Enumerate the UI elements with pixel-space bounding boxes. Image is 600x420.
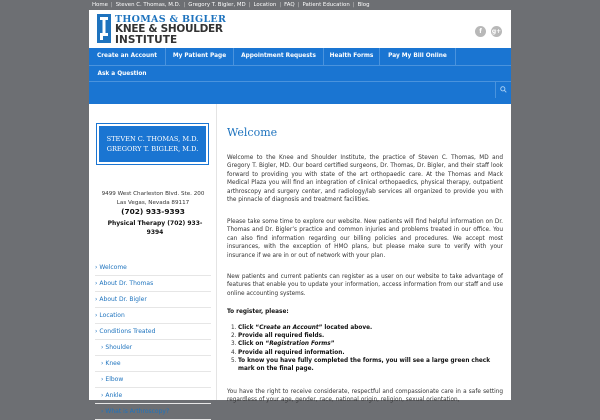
- logo-line-3: INSTITUTE: [115, 33, 178, 46]
- step-text: Click “: [238, 325, 260, 331]
- address-line-2: Las Vegas, Nevada 89117: [116, 199, 190, 206]
- explore-paragraph: Please take some time to explore our website. New patients will find helpful information on Dr. Thomas and Dr. Bigler’s practice and common injuries and problems treated in our office. You can also find information regarding our billing policies and procedures. We accept most insurances, with the exception of HMO plans, but please make sure to verify with your insurance if we are in or out of network with your plan.: [227, 219, 503, 259]
- intro-paragraph: Welcome to the Knee and Shoulder Institute, the practice of Steven C. Thomas, MD and Gregory T. Bigler, MD. Our board certified surgeons, Dr. Thomas, Dr. Bigler, and their staff look forward to providing you with state of the art orthopaedic care. At the Thomas and Mack Medical Plaza you will find an integration of clinical orthopaedics, physical therapy, outpatient arthroscopy and surgery center, and radiology/lab services all organized to provide you with the pinnacle of diagnosis and treatment facilities.: [227, 155, 503, 204]
- logo-line-2: KNEE & SHOULDER: [115, 23, 223, 35]
- page-title: Welcome: [227, 126, 278, 139]
- chevron-right-icon: ›: [95, 312, 98, 319]
- chevron-right-icon: ›: [95, 280, 98, 287]
- doctor-name-thomas: STEVEN C. THOMAS, M.D.: [106, 135, 199, 143]
- rights-paragraph: You have the right to receive considerate, respectful and compassionate care in a safe setting regardless of your age, gender, race, national origin, religion, sexual orientation,: [227, 389, 503, 404]
- nav-pay-my-bill[interactable]: Pay My Bill Online: [388, 53, 447, 59]
- nav-ask-question[interactable]: Ask a Question: [97, 71, 147, 77]
- topbar-link-faq[interactable]: FAQ: [284, 2, 295, 8]
- chevron-right-icon: ›: [95, 264, 98, 271]
- chevron-right-icon: ›: [101, 408, 104, 415]
- topbar-separator: |: [110, 2, 113, 8]
- sidebar-item-shoulder[interactable]: [95, 340, 211, 356]
- topbar-link-location[interactable]: Location: [253, 2, 277, 8]
- magnifier-icon: [500, 86, 507, 93]
- tb-logo-mark-icon: [97, 14, 111, 43]
- main-content: [225, 104, 505, 404]
- sidebar-item-label: Shoulder: [105, 344, 133, 351]
- topbar-separator: |: [183, 2, 186, 8]
- sidebar-item-conditions-treated[interactable]: [95, 324, 211, 340]
- sidebar-item-ankle[interactable]: [95, 388, 211, 404]
- registration-step: [227, 324, 503, 332]
- step-text: To know you have fully completed the forms, you will see a large green check mark on the final page.: [238, 357, 491, 373]
- sidebar-item-about-bigler[interactable]: [95, 292, 211, 308]
- site-logo[interactable]: [97, 14, 267, 44]
- topbar-link-blog[interactable]: Blog: [357, 2, 370, 8]
- topbar-separator: |: [297, 2, 300, 8]
- register-heading: To register, please:: [227, 309, 289, 315]
- topbar-link-patient-education[interactable]: Patient Education: [302, 2, 350, 8]
- site-header: [89, 10, 511, 48]
- chevron-right-icon: ›: [101, 344, 104, 351]
- facebook-icon[interactable]: f: [475, 26, 486, 37]
- chevron-right-icon: ›: [95, 296, 98, 303]
- google-plus-icon[interactable]: g+: [491, 28, 502, 35]
- sidebar-item-label: Conditions Treated: [99, 328, 156, 335]
- step-text: ”: [330, 341, 335, 348]
- step-text: ” located above.: [318, 325, 373, 331]
- step-number: 2.: [231, 333, 237, 340]
- sidebar-item-label: Welcome: [99, 264, 127, 271]
- nav-my-patient-page[interactable]: My Patient Page: [172, 53, 227, 59]
- topbar-separator: |: [279, 2, 282, 8]
- sidebar-menu: [95, 260, 211, 420]
- step-text: Provide all required fields.: [238, 333, 325, 340]
- nav-appointment-requests[interactable]: Appointment Requests: [241, 53, 316, 59]
- sidebar-item-label: Ankle: [105, 392, 123, 399]
- step-emphasis: Registration Forms: [269, 341, 331, 348]
- sidebar-item-knee[interactable]: [95, 356, 211, 372]
- nav-create-account[interactable]: Create an Account: [96, 53, 158, 59]
- address-line-1: 9499 West Charleston Blvd. Ste. 200: [101, 191, 205, 197]
- search-icon[interactable]: [495, 82, 511, 98]
- sidebar: [89, 104, 217, 415]
- sidebar-item-location[interactable]: [95, 308, 211, 324]
- topbar-separator: |: [248, 2, 251, 8]
- sidebar-item-label: What is Arthroscopy?: [105, 408, 170, 415]
- registration-step: [227, 332, 503, 340]
- chevron-right-icon: ›: [101, 376, 104, 383]
- sidebar-item-label: About Dr. Bigler: [99, 296, 147, 303]
- step-number: 1.: [231, 325, 237, 331]
- nav-row-divider: [89, 81, 511, 82]
- page-container: [89, 10, 511, 415]
- doctor-name-bigler: GREGORY T. BIGLER, M.D.: [106, 145, 199, 153]
- nav-divider: [455, 48, 456, 65]
- logo-line-1: THOMAS & BIGLER: [115, 14, 227, 25]
- chevron-right-icon: ›: [101, 392, 104, 399]
- step-number: 3.: [231, 341, 237, 348]
- sidebar-item-welcome[interactable]: [95, 260, 211, 276]
- doctor-names-box[interactable]: [97, 124, 208, 164]
- registration-step: [227, 340, 503, 348]
- chevron-right-icon: ›: [101, 360, 104, 367]
- registration-steps: [227, 324, 503, 373]
- physical-therapy-phone: Physical Therapy (702) 933-9394: [107, 220, 203, 236]
- registration-step: [227, 357, 503, 373]
- step-number: 5.: [231, 357, 237, 364]
- sidebar-item-label: Knee: [105, 360, 121, 367]
- sidebar-item-elbow[interactable]: [95, 372, 211, 388]
- step-emphasis: Create an Account: [259, 325, 319, 331]
- phone-number: (702) 933-9393: [121, 207, 185, 216]
- nav-health-forms[interactable]: Health Forms: [329, 53, 374, 59]
- topbar-link-bigler[interactable]: Gregory T. Bigler, MD: [188, 2, 246, 8]
- topbar-link-thomas[interactable]: Steven C. Thomas, M.D.: [115, 2, 181, 8]
- main-navigation: [89, 48, 511, 98]
- step-number: 4.: [231, 349, 237, 356]
- step-text: Provide all required information.: [238, 349, 345, 356]
- topbar-separator: |: [352, 2, 355, 8]
- sidebar-item-arthroscopy[interactable]: [95, 404, 211, 420]
- sidebar-item-about-thomas[interactable]: [95, 276, 211, 292]
- topbar-link-home[interactable]: Home: [92, 2, 108, 8]
- step-text: Click on “: [238, 341, 270, 348]
- registration-step: [227, 349, 503, 357]
- top-utility-bar: [89, 0, 511, 10]
- sidebar-item-label: About Dr. Thomas: [99, 280, 154, 287]
- address-block: [89, 190, 217, 207]
- sidebar-item-label: Location: [99, 312, 125, 319]
- chevron-right-icon: ›: [95, 328, 98, 335]
- register-info-paragraph: New patients and current patients can register as a user on our website to take advantage of features that enable you to update your information, access information from our staff and use online accounting systems.: [227, 274, 503, 297]
- sidebar-item-label: Elbow: [105, 376, 124, 383]
